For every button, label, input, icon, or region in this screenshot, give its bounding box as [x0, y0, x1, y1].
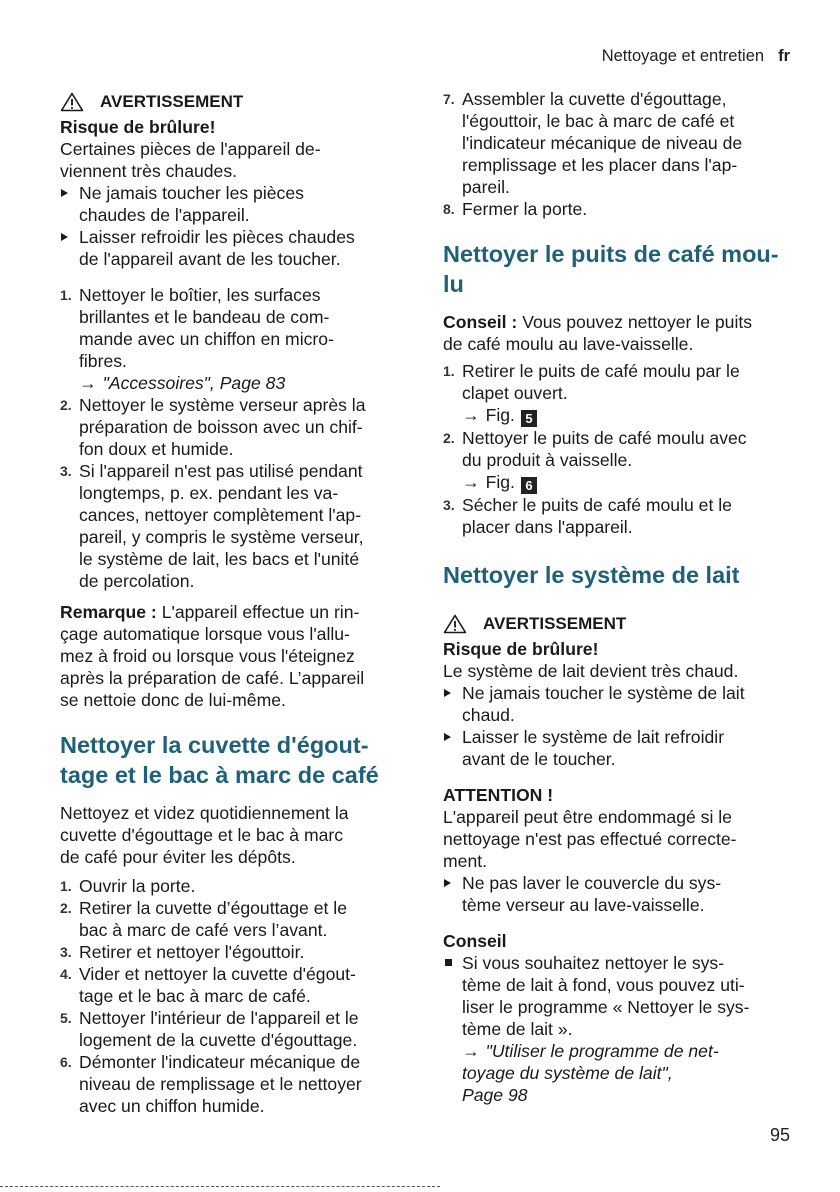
action-item: Ne jamais toucher les pièces chaudes de l'appareil.	[60, 182, 410, 226]
step-number: 1.	[60, 878, 72, 894]
figure-reference-link[interactable]: → Fig. 6	[462, 471, 793, 494]
warning-heading	[443, 610, 793, 638]
arrow-icon: →	[79, 373, 97, 393]
action-triangle-icon	[444, 733, 451, 741]
section-heading: Nettoyer la cuvette d'égout- tage et le bac à marc de café	[60, 732, 379, 788]
step-item: 2. Nettoyer le puits de café moulu avec du produit à vaisselle. → Fig. 6	[443, 427, 793, 494]
page-reference-link[interactable]: → "Accessoires", Page 83	[79, 373, 286, 393]
step-number: 3.	[60, 944, 72, 960]
page-reference-link[interactable]: → "Utiliser le programme de net- toyage du système de lait", Page 98	[462, 1041, 719, 1105]
figure-badge: 6	[521, 477, 537, 494]
action-triangle-icon	[444, 689, 451, 697]
step-number: 6.	[60, 1054, 72, 1070]
action-item: Laisser le système de lait refroidir avant de le toucher.	[443, 726, 793, 770]
step-item: 2. Nettoyer le système verseur après la préparation de boisson avec un chif- fon doux et humide.	[60, 395, 366, 459]
step-item: 4. Vider et nettoyer la cuvette d'égout- tage et le bac à marc de café.	[60, 964, 356, 1006]
attention-label: ATTENTION !	[443, 785, 554, 805]
step-number: 8.	[443, 201, 455, 217]
remark-label: Remarque :	[60, 602, 157, 622]
attention-text: L'appareil peut être endommagé si le nettoyage n'est pas effectué correcte- ment.	[443, 807, 737, 871]
step-number: 2.	[443, 430, 455, 446]
language-code: fr	[778, 47, 790, 65]
footer-rule	[0, 1186, 440, 1188]
bullet-square-icon	[445, 959, 452, 966]
step-item: 5. Nettoyer l'intérieur de l'appareil et le logement de la cuvette d'égouttage.	[60, 1008, 359, 1050]
warning-title: Risque de brûlure!	[443, 639, 599, 659]
intro-paragraph: Nettoyez et videz quotidiennement la cuvette d'égouttage et le bac à marc de café pour éviter les dépôts.	[60, 803, 349, 867]
step-number: 2.	[60, 900, 72, 916]
step-number: 1.	[60, 287, 72, 303]
page-header	[602, 47, 790, 66]
action-item: Ne jamais toucher le système de lait chaud.	[443, 682, 793, 726]
action-triangle-icon	[61, 189, 68, 197]
step-item: 3. Sécher le puits de café moulu et le placer dans l'appareil.	[443, 495, 732, 537]
section-heading: Nettoyer le système de lait	[443, 562, 740, 588]
warning-label: AVERTISSEMENT	[100, 92, 244, 111]
tip-paragraph: Conseil : Vous pouvez nettoyer le puits de café moulu au lave-vaisselle.	[443, 312, 753, 354]
step-item: 7. Assembler la cuvette d'égouttage, l'égouttoir, le bac à marc de café et l'indicateur mécanique de niveau de remplissage et les placer dans l'ap- pareil.	[443, 89, 743, 197]
warning-text: Le système de lait devient très chaud.	[443, 661, 739, 681]
step-number: 3.	[443, 497, 455, 513]
action-item: Ne pas laver le couvercle du sys- tème verseur au lave-vaisselle.	[443, 872, 793, 916]
step-number: 7.	[443, 91, 455, 107]
step-number: 5.	[60, 1010, 72, 1026]
step-number: 2.	[60, 397, 72, 413]
warning-heading	[60, 88, 410, 116]
step-item: 6. Démonter l'indicateur mécanique de niveau de remplissage et le nettoyer avec un chiffon humide.	[60, 1052, 362, 1116]
step-item: 3. Retirer et nettoyer l'égouttoir.	[60, 942, 305, 962]
warning-triangle-icon	[443, 614, 467, 634]
step-number: 1.	[443, 363, 455, 379]
arrow-icon: →	[462, 472, 480, 492]
tip-item: Si vous souhaitez nettoyer le sys- tème de lait à fond, vous pouvez uti- liser le programme « Nettoyer le sys- tème de lait ». → "Utiliser le programme de net- toyage du système de lait", Page 98	[443, 952, 793, 1106]
warning-title: Risque de brûlure!	[60, 117, 216, 137]
tip-label: Conseil	[443, 931, 507, 951]
page-number: 95	[769, 1125, 790, 1145]
step-item: 8. Fermer la porte.	[443, 199, 588, 219]
remark-paragraph: Remarque : L'appareil effectue un rin- çage automatique lorsque vous l'allu- mez à froid ou lorsque vous l'éteignez après la préparation de café. L’appareil se nettoie donc de lui-même.	[60, 602, 365, 710]
action-item: Laisser refroidir les pièces chaudes de l'appareil avant de les toucher.	[60, 226, 410, 270]
warning-box	[60, 88, 410, 270]
arrow-icon: →	[462, 1041, 480, 1061]
warning-label: AVERTISSEMENT	[483, 614, 627, 633]
step-item: 2. Retirer la cuvette d’égouttage et le bac à marc de café vers l’avant.	[60, 898, 347, 940]
tip-box	[443, 930, 793, 1106]
step-item: 1. Retirer le puits de café moulu par le clapet ouvert. → Fig. 5	[443, 360, 793, 427]
right-column	[443, 88, 793, 1106]
step-number: 4.	[60, 966, 72, 982]
tip-label: Conseil :	[443, 312, 518, 332]
arrow-icon: →	[462, 405, 480, 425]
step-number: 3.	[60, 463, 72, 479]
warning-text: Certaines pièces de l'appareil de- viennent très chaudes.	[60, 139, 321, 181]
warning-triangle-icon	[60, 92, 84, 112]
left-column	[60, 88, 410, 1117]
step-item: 1. Nettoyer le boîtier, les surfaces brillantes et le bandeau de com- mande avec un chiffon en micro- fibres. → "Accessoires", Page 83	[60, 284, 410, 394]
section-title: Nettoyage et entretien	[601, 47, 765, 65]
step-item: 1. Ouvrir la porte.	[60, 876, 196, 896]
action-triangle-icon	[61, 233, 68, 241]
step-item: 3. Si l'appareil n'est pas utilisé pendant longtemps, p. ex. pendant les va- cances, nettoyer complètement l'ap- pareil, y compris le système verseur, le système de lait, les bacs et l'unité de percolation.	[60, 461, 364, 591]
section-heading: Nettoyer le puits de café mou- lu	[443, 241, 779, 297]
figure-badge: 5	[521, 410, 537, 427]
figure-reference-link[interactable]: → Fig. 5	[462, 404, 793, 427]
warning-box	[443, 610, 793, 770]
action-triangle-icon	[444, 879, 451, 887]
attention-box	[443, 784, 793, 916]
